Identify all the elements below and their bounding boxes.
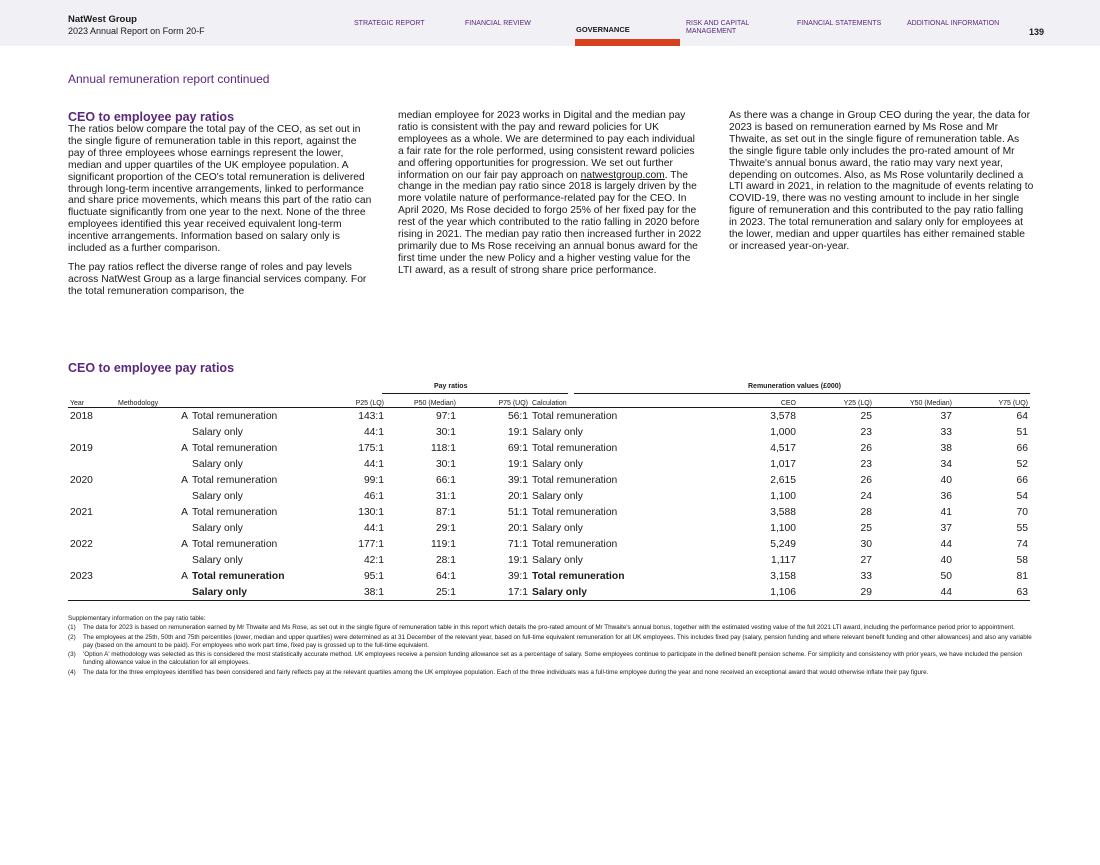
table-cell: Salary only <box>532 490 583 502</box>
table-cell: Salary only <box>532 522 583 534</box>
active-tab-indicator <box>575 39 680 46</box>
table-cell: 34 <box>940 458 952 470</box>
group-header-pay-ratios: Pay ratios <box>434 383 468 390</box>
table-cell <box>116 552 190 568</box>
table-cell <box>116 584 190 601</box>
col-header <box>190 395 320 408</box>
paragraph-part: median employee for 2023 works in Digital and the median pay ratio is consistent with the pay and reward policies for UK employees as a whole. We are determined to pay each individual a fair rate for the role performed, using consistent reward policies and offering opportunities for progression. We set out further information on our fair pay approach on <box>398 110 695 181</box>
table-cell: 38:1 <box>320 584 386 601</box>
table-cell <box>116 488 190 504</box>
table-row <box>68 408 1030 425</box>
table-cell: 1,100 <box>770 490 796 502</box>
table-cell: 44 <box>940 538 952 550</box>
footnotes-intro: Supplementary information on the pay ratio table: <box>68 615 206 622</box>
table-cell: 30:1 <box>435 426 456 438</box>
table-cell: 2019 <box>70 442 93 454</box>
website-link[interactable]: natwestgroup.com <box>580 169 665 181</box>
table-cell: 46:1 <box>363 490 384 502</box>
table-cell: Salary only <box>192 490 243 502</box>
table-cell: 1,106 <box>670 584 798 601</box>
table-cell: 2021 <box>70 506 93 518</box>
table-cell: 64:1 <box>435 570 456 582</box>
paragraph: The ratios below compare the total pay of the CEO, as set out in the single figure of remuneration table in this report, against the pay of three employees whose earnings represent the lower, median and upper quartiles of the UK employee population. A significant proportion of the CEO's total remuneration is delivered through long-term incentive arrangements, linked to performance and share price movements, which means this part of the ratio can fluctuate significantly from one year to the next. None of the three employees identified this year received equivalent long-term incentive arrangements. Information based on salary only is included as a further comparison. <box>68 124 372 255</box>
footnote <box>68 669 1033 677</box>
table-cell: 1,100 <box>770 522 796 534</box>
group-header-remuneration: Remuneration values (£000) <box>748 383 841 390</box>
table-cell: 33 <box>940 426 952 438</box>
table-cell: 2020 <box>70 474 93 486</box>
table-cell: 29:1 <box>435 522 456 534</box>
table-cell: 19:1 <box>507 426 528 438</box>
footnote <box>68 634 1033 651</box>
table-cell: 42:1 <box>363 554 384 566</box>
table-cell: 40 <box>940 554 952 566</box>
table-cell: 175:1 <box>358 442 384 454</box>
paragraph <box>398 110 703 277</box>
footnote <box>68 651 1033 668</box>
table-cell: 58 <box>1016 554 1028 566</box>
col-header: CEO <box>670 395 798 408</box>
pay-ratio-table <box>68 395 1030 601</box>
col-header: P25 (LQ) <box>320 395 386 408</box>
group-underline <box>574 393 1030 394</box>
table-cell <box>68 520 116 536</box>
col-header: P50 (Median) <box>386 395 458 408</box>
nav-financial-statements[interactable]: FINANCIAL STATEMENTS <box>797 20 882 27</box>
table-cell: Salary only <box>192 522 243 534</box>
table-row <box>68 584 1030 601</box>
table-cell: Salary only <box>192 458 243 470</box>
table-cell: Salary only <box>192 426 243 438</box>
table-cell: Salary only <box>532 426 583 438</box>
brand-name: NatWest Group <box>68 14 137 25</box>
table-row <box>68 488 1030 504</box>
table-cell: Total remuneration <box>532 506 618 518</box>
table-cell: 41 <box>940 506 952 518</box>
table-cell: 69:1 <box>507 442 528 454</box>
table-header-row <box>68 395 1030 408</box>
table-row <box>68 504 1030 520</box>
table-cell <box>68 424 116 440</box>
table-cell: 24 <box>860 490 872 502</box>
footnote-text: The employees at the 25th, 50th and 75th percentiles (lower, median and upper quartiles) were determined as at 31 December of the relevant year, based on full-time equivalent remuneration for all UK employees. This includes fixed pay (salary, pension funding and where relevant benefit funding and other allowances) and also any variable pay (based on the amount to be paid). For employees who work part time, fixed pay is grossed up to the full-time equivalent. <box>83 633 1032 649</box>
table-cell <box>68 584 116 601</box>
nav-governance[interactable]: GOVERNANCE <box>576 25 630 34</box>
table-cell: 37 <box>940 522 952 534</box>
table-cell: 33 <box>860 570 872 582</box>
report-name: 2023 Annual Report on Form 20-F <box>68 26 205 36</box>
table-cell <box>68 456 116 472</box>
table-cell: 44:1 <box>363 458 384 470</box>
col-header: Calculation <box>530 395 670 408</box>
table-cell: 39:1 <box>507 570 528 582</box>
table-cell: A <box>181 538 188 550</box>
table-cell <box>68 552 116 568</box>
table-cell: 74 <box>1016 538 1028 550</box>
table-cell: 50 <box>940 570 952 582</box>
text-column-3 <box>729 110 1034 260</box>
table-cell: 3,578 <box>770 410 796 422</box>
table-cell: 99:1 <box>363 474 384 486</box>
table-cell: Total remuneration <box>192 474 278 486</box>
footnote-text: The data for 2023 is based on remuneration earned by Mr Thwaite and Ms Rose, as set out in the single figure of remuneration table in this report which details the pro-rated amount of Mr Thwaite's annual bonus, together with the estimated vesting value of the full 2021 LTI award, including the performance period prior to appointment. <box>83 624 1015 632</box>
section-heading: CEO to employee pay ratios <box>68 110 235 124</box>
footnote-number: (3) <box>68 651 76 659</box>
table-cell: 177:1 <box>358 538 384 550</box>
table-row <box>68 456 1030 472</box>
table-cell: Salary only <box>532 554 583 566</box>
table-cell: 2022 <box>70 538 93 550</box>
table-cell: 71:1 <box>507 538 528 550</box>
table-cell: Total remuneration <box>192 410 278 422</box>
table-title: CEO to employee pay ratios <box>68 361 235 375</box>
footnote-number: (4) <box>68 668 76 676</box>
footnote-text: 'Option A' methodology was selected as this is considered the most statistically accurate method. UK employees receive a pension funding allowance set as a percentage of salary. Some employees continue to participate in the defined benefit pension scheme. For simplicity and consistency with prior years, we have included the pension funding allowance value in the calculation for all employees. <box>83 651 1023 667</box>
table-cell: 118:1 <box>430 442 456 454</box>
table-cell: 38 <box>940 442 952 454</box>
table-cell: 52 <box>1016 458 1028 470</box>
table-cell: 66 <box>1016 442 1028 454</box>
table-cell: Total remuneration <box>532 570 625 582</box>
table-cell: 39:1 <box>507 474 528 486</box>
table-cell: 19:1 <box>507 458 528 470</box>
paragraph: As there was a change in Group CEO during the year, the data for 2023 is based on remuneration earned by Ms Rose and Mr Thwaite, as set out in the single figure of remuneration table. As the single figure table only includes the pro-rated amount of Mr Thwaite's annual bonus award, the ratio may vary next year, depending on outcomes. Also, as Ms Rose voluntarily declined a LTI award in 2021, in relation to the magnitude of events relating to COVID-19, there was no vesting amount to include in her single figure of remuneration and this contributed to the pay ratio falling in 2023. The total remuneration and salary only for employees at the lower, median and upper quartiles has either remained stable or increased year-on-year. <box>729 110 1034 252</box>
table-cell: 81 <box>1016 570 1028 582</box>
footnote <box>68 624 1033 632</box>
footnote-number: (2) <box>68 633 76 641</box>
footnote-number: (1) <box>68 624 76 632</box>
page-number: 139 <box>1029 27 1045 37</box>
nav-risk-capital[interactable]: RISK AND CAPITAL MANAGEMENT <box>686 20 750 35</box>
table-cell <box>116 520 190 536</box>
section-title: Annual remuneration report continued <box>68 72 270 86</box>
table-cell: 66:1 <box>435 474 456 486</box>
text-column-2 <box>398 110 703 284</box>
table-cell: 25 <box>860 522 872 534</box>
col-header: Y25 (LQ) <box>798 395 874 408</box>
table-cell: A <box>181 442 188 454</box>
table-cell: 23 <box>860 458 872 470</box>
table-cell: 23 <box>860 426 872 438</box>
table-cell: A <box>181 410 188 422</box>
table-cell: 54 <box>1016 490 1028 502</box>
table-cell: 36 <box>940 490 952 502</box>
table-row <box>68 536 1030 552</box>
table-row <box>68 552 1030 568</box>
table-cell: Salary only <box>190 584 320 601</box>
table-cell: 2023 <box>70 570 93 582</box>
table-cell: 44:1 <box>363 426 384 438</box>
footnote-text: The data for the three employees identified has been considered and fairly reflects pay at the relevant quartiles among the UK employee population. Each of the three individuals was a full-time employee during the year and none received an exceptional award that would otherwise inflate their pay figure. <box>83 668 929 676</box>
table-cell: 51:1 <box>507 506 528 518</box>
table-cell: 44:1 <box>363 522 384 534</box>
table-cell: 40 <box>940 474 952 486</box>
table-cell: 25:1 <box>386 584 458 601</box>
table-cell: A <box>181 474 188 486</box>
nav-financial-review[interactable]: FINANCIAL REVIEW <box>465 20 531 27</box>
table-cell: A <box>181 506 188 518</box>
table-cell: 1,017 <box>770 458 796 470</box>
col-header: Year <box>68 395 116 408</box>
table-cell: Salary only <box>192 554 243 566</box>
table-row <box>68 440 1030 456</box>
col-header: Methodology <box>116 395 190 408</box>
table-cell: Total remuneration <box>532 538 618 550</box>
table-cell <box>116 456 190 472</box>
table-cell: Total remuneration <box>532 474 618 486</box>
table-cell: 1,117 <box>770 554 796 566</box>
table-cell: 1,000 <box>770 426 796 438</box>
table-cell: 28:1 <box>435 554 456 566</box>
text-column-1 <box>68 110 373 305</box>
table-cell: Total remuneration <box>532 442 618 454</box>
table-cell: Total remuneration <box>192 538 278 550</box>
table-cell: Total remuneration <box>532 410 618 422</box>
table-cell: 37 <box>940 410 952 422</box>
table-cell: Total remuneration <box>192 506 278 518</box>
table-cell: 51 <box>1016 426 1028 438</box>
table-row <box>68 472 1030 488</box>
table-cell: 70 <box>1016 506 1028 518</box>
table-cell: 29 <box>798 584 874 601</box>
table-cell: 95:1 <box>363 570 384 582</box>
table-cell: 55 <box>1016 522 1028 534</box>
table-cell: 2018 <box>70 410 93 422</box>
table-cell: 5,249 <box>770 538 796 550</box>
table-cell: 28 <box>860 506 872 518</box>
table-cell: 3,588 <box>770 506 796 518</box>
table-cell: 26 <box>860 474 872 486</box>
table-cell: 20:1 <box>507 490 528 502</box>
table-cell: 66 <box>1016 474 1028 486</box>
table-cell: Total remuneration <box>192 442 278 454</box>
table-row <box>68 568 1030 584</box>
table-cell: 31:1 <box>435 490 456 502</box>
table-cell: 2,615 <box>770 474 796 486</box>
table-cell <box>116 424 190 440</box>
col-header: Y75 (UQ) <box>954 395 1030 408</box>
table-cell: Salary only <box>532 458 583 470</box>
table-cell: 30 <box>860 538 872 550</box>
table-cell: 44 <box>874 584 954 601</box>
table-cell: 27 <box>860 554 872 566</box>
table-cell: 97:1 <box>435 410 456 422</box>
col-header: P75 (UQ) <box>458 395 530 408</box>
table-cell: 56:1 <box>507 410 528 422</box>
nav-strategic-report[interactable]: STRATEGIC REPORT <box>354 20 425 27</box>
nav-additional-information[interactable]: ADDITIONAL INFORMATION <box>907 20 1000 27</box>
paragraph: The pay ratios reflect the diverse range of roles and pay levels across NatWest Group as a large financial services company. For the total remuneration comparison, the <box>68 261 367 297</box>
table-cell: 17:1 <box>458 584 530 601</box>
table-cell: 130:1 <box>358 506 384 518</box>
table-cell: 19:1 <box>507 554 528 566</box>
col-header: Y50 (Median) <box>874 395 954 408</box>
table-cell <box>68 488 116 504</box>
table-cell: A <box>181 570 188 582</box>
table-cell: 63 <box>954 584 1030 601</box>
group-underline <box>382 393 568 394</box>
table-cell: 4,517 <box>770 442 796 454</box>
table-cell: Total remuneration <box>192 570 285 582</box>
footnotes <box>68 615 1033 678</box>
paragraph-part: . The change in the median pay ratio since 2018 is largely driven by the more volatile nature of performance-related pay for the CEO. In April 2020, Ms Rose decided to forgo 25% of her fixed pay for the rest of the year which contributed to the ratio falling in 2020 before rising in 2021. The median pay ratio then increased further in 2022 primarily due to Ms Rose receiving an annual bonus award for the first time under the new Policy and a higher vesting value for the LTI award, as a result of strong share price performance. <box>398 169 702 276</box>
table-row <box>68 424 1030 440</box>
table-cell: 20:1 <box>507 522 528 534</box>
table-cell: 25 <box>860 410 872 422</box>
table-cell: 26 <box>860 442 872 454</box>
table-cell: 3,158 <box>770 570 796 582</box>
table-cell: 119:1 <box>430 538 456 550</box>
table-cell: 30:1 <box>435 458 456 470</box>
table-cell: 64 <box>1016 410 1028 422</box>
table-cell: Salary only <box>530 584 670 601</box>
table-cell: 143:1 <box>358 410 384 422</box>
table-cell: 87:1 <box>435 506 456 518</box>
table-row <box>68 520 1030 536</box>
